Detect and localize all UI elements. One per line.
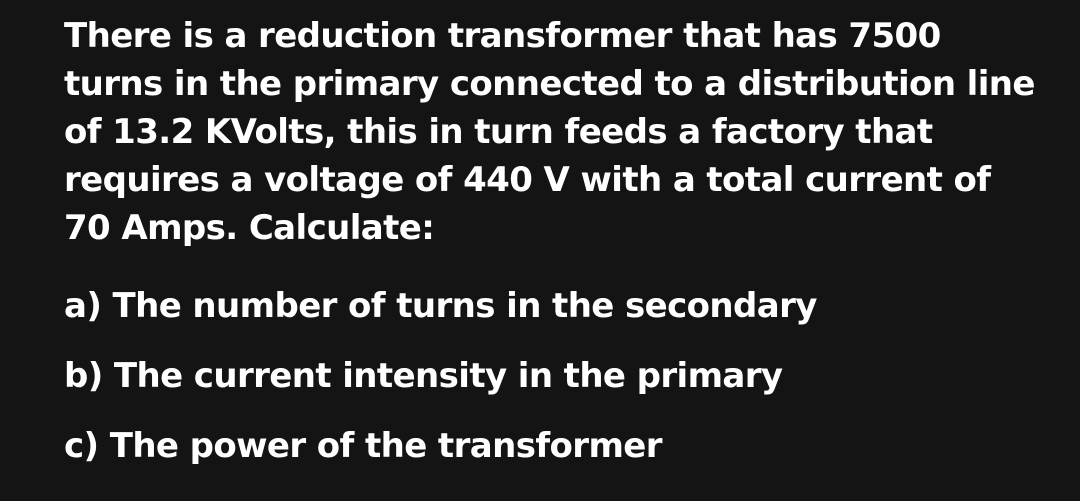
question-c: c) The power of the transformer (64, 426, 662, 466)
problem-statement (64, 12, 1064, 252)
problem-line: 70 Amps. Calculate: (64, 208, 435, 248)
problem-line: There is a reduction transformer that has 7500 (64, 16, 941, 56)
question-b: b) The current intensity in the primary (64, 356, 783, 396)
problem-line: of 13.2 KVolts, this in turn feeds a factory that (64, 112, 933, 152)
problem-line: requires a voltage of 440 V with a total current of (64, 160, 991, 200)
problem-text (64, 12, 1064, 470)
question-a: a) The number of turns in the secondary (64, 286, 817, 326)
problem-line: turns in the primary connected to a distribution line (64, 64, 1035, 104)
